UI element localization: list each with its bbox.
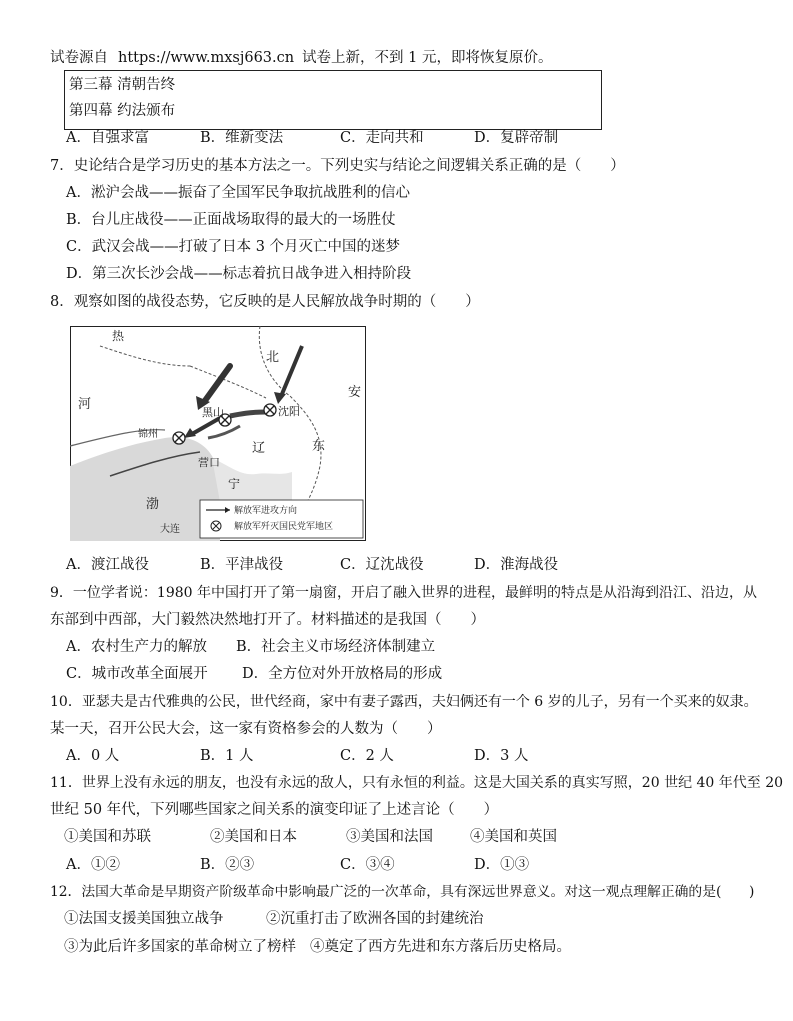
q8-option-a: A．渡江战役 bbox=[66, 557, 149, 573]
act-row-4: 第四幕 约法颁布 bbox=[69, 103, 176, 119]
q12-item-3: ③为此后许多国家的革命树立了榜样 bbox=[64, 939, 296, 955]
q11-option-a: A．①② bbox=[66, 857, 120, 873]
act-table bbox=[64, 70, 602, 130]
map-label-re: 热 bbox=[112, 329, 125, 343]
q7-option-d: D．第三次长沙会战——标志着抗日战争进入相持阶段 bbox=[66, 266, 412, 282]
q9-stem-line1: 9．一位学者说：1980 年中国打开了第一扇窗，开启了融入世界的进程，最鲜明的特点是从沿海到沿江、沿边，从 bbox=[50, 585, 757, 601]
map-label-jinzhou: 锦州 bbox=[138, 429, 158, 440]
q11-item-2: ②美国和日本 bbox=[210, 829, 297, 845]
map-label-liao: 辽 bbox=[252, 441, 266, 456]
q8-stem: 8．观察如图的战役态势，它反映的是人民解放战争时期的（ ） bbox=[50, 294, 480, 310]
q11-stem-line2: 世纪 50 年代，下列哪些国家之间关系的演变印证了上述言论（ ） bbox=[50, 802, 499, 818]
map-label-yingkou: 营口 bbox=[198, 456, 220, 469]
map-label-he: 河 bbox=[78, 397, 92, 412]
q8-option-b: B．平津战役 bbox=[200, 557, 284, 573]
map-label-heishan: 黑山 bbox=[202, 406, 224, 419]
q9-option-c: C．城市改革全面展开 bbox=[66, 666, 208, 682]
q7-option-b: B．台儿庄战役——正面战场取得的最大的一场胜仗 bbox=[66, 212, 396, 228]
q11-stem-line1: 11．世界上没有永远的朋友，也没有永远的敌人，只有永恒的利益。这是大国关系的真实写照，20 世纪 40 年代至 20 bbox=[50, 775, 784, 791]
q12-item-4: ④奠定了西方先进和东方落后历史格局。 bbox=[310, 939, 571, 955]
q11-option-b: B．②③ bbox=[200, 857, 255, 873]
map-label-dalian: 大连 bbox=[160, 524, 180, 535]
q10-option-d: D．3 人 bbox=[474, 748, 529, 764]
q11-item-1: ①美国和苏联 bbox=[64, 829, 151, 845]
q9-option-d: D．全方位对外开放格局的形成 bbox=[242, 666, 443, 682]
legend-attack-direction: 解放军进攻方向 bbox=[234, 506, 298, 516]
q6-option-c: C．走向共和 bbox=[340, 130, 424, 146]
header-source-label: 试卷源自 bbox=[50, 50, 108, 66]
q6-option-a: A．自强求富 bbox=[66, 130, 149, 146]
q10-option-c: C．2 人 bbox=[340, 748, 394, 764]
q11-item-3: ③美国和法国 bbox=[346, 829, 433, 845]
map-legend bbox=[200, 500, 363, 538]
q12-stem: 12．法国大革命是早期资产阶级革命中影响最广泛的一次革命，具有深远世界意义。对这一观点理解正确的是( ) bbox=[50, 884, 755, 900]
map-label-bei: 北 bbox=[266, 350, 280, 365]
map-label-ning: 宁 bbox=[228, 477, 241, 491]
header-notice: 试卷上新，不到 1 元，即将恢复原价。 bbox=[302, 50, 553, 66]
q8-option-c: C．辽沈战役 bbox=[340, 557, 424, 573]
q6-option-b: B．维新变法 bbox=[200, 130, 284, 146]
q10-stem-line2: 某一天，召开公民大会，这一家有资格参会的人数为（ ） bbox=[50, 721, 442, 737]
q9-option-b: B．社会主义市场经济体制建立 bbox=[236, 639, 436, 655]
q6-option-d: D．复辟帝制 bbox=[474, 130, 559, 146]
act-row-3: 第三幕 清朝告终 bbox=[69, 77, 176, 93]
q10-option-b: B．1 人 bbox=[200, 748, 254, 764]
q8-option-d: D．淮海战役 bbox=[474, 557, 559, 573]
q11-option-d: D．①③ bbox=[474, 857, 530, 873]
map-label-an: 安 bbox=[348, 385, 362, 400]
map-label-shenyang: 沈阳 bbox=[278, 405, 300, 418]
map-label-bo: 渤 bbox=[146, 497, 160, 512]
q7-option-c: C．武汉会战——打破了日本 3 个月灭亡中国的迷梦 bbox=[66, 239, 401, 255]
legend-annihilation-area: 解放军歼灭国民党军地区 bbox=[234, 522, 334, 532]
battle-map bbox=[70, 326, 366, 541]
q11-item-4: ④美国和英国 bbox=[470, 829, 557, 845]
q12-item-2: ②沉重打击了欧洲各国的封建统治 bbox=[266, 911, 484, 927]
q12-item-1: ①法国支援美国独立战争 bbox=[64, 911, 224, 927]
q11-option-c: C．③④ bbox=[340, 857, 395, 873]
map-label-dong: 东 bbox=[312, 439, 326, 454]
header-url[interactable]: https://www.mxsj663.cn bbox=[118, 50, 295, 66]
q7-option-a: A．淞沪会战——振奋了全国军民争取抗战胜利的信心 bbox=[66, 185, 410, 201]
q9-stem-line2: 东部到中西部，大门毅然决然地打开了。材料描述的是我国（ ） bbox=[50, 612, 485, 628]
q9-option-a: A．农村生产力的解放 bbox=[66, 639, 207, 655]
q7-stem: 7．史论结合是学习历史的基本方法之一。下列史实与结论之间逻辑关系正确的是（ ） bbox=[50, 158, 625, 174]
q10-stem-line1: 10．亚瑟夫是古代雅典的公民，世代经商，家中有妻子露西，夫妇俩还有一个 6 岁的儿子，另有一个买来的奴隶。 bbox=[50, 694, 758, 710]
q10-option-a: A．0 人 bbox=[66, 748, 120, 764]
